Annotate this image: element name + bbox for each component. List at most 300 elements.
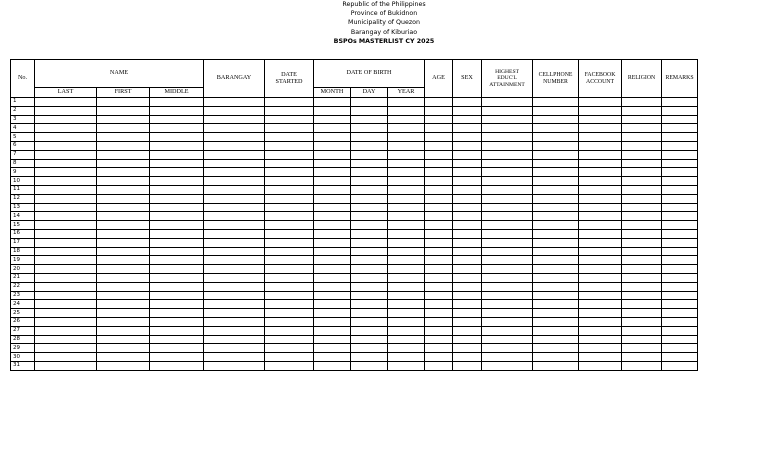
day-cell[interactable] <box>351 98 388 107</box>
date-started-cell[interactable] <box>265 344 314 353</box>
first-cell[interactable] <box>97 124 150 133</box>
facebook-cell[interactable] <box>579 133 622 142</box>
age-cell[interactable] <box>425 335 453 344</box>
facebook-cell[interactable] <box>579 353 622 362</box>
first-cell[interactable] <box>97 159 150 168</box>
facebook-cell[interactable] <box>579 124 622 133</box>
religion-cell[interactable] <box>622 185 662 194</box>
date-started-cell[interactable] <box>265 361 314 370</box>
educ-cell[interactable] <box>482 133 533 142</box>
age-cell[interactable] <box>425 133 453 142</box>
educ-cell[interactable] <box>482 229 533 238</box>
barangay-cell[interactable] <box>204 98 265 107</box>
day-cell[interactable] <box>351 150 388 159</box>
year-cell[interactable] <box>388 229 425 238</box>
facebook-cell[interactable] <box>579 212 622 221</box>
religion-cell[interactable] <box>622 150 662 159</box>
educ-cell[interactable] <box>482 282 533 291</box>
cellphone-cell[interactable] <box>533 353 579 362</box>
facebook-cell[interactable] <box>579 291 622 300</box>
barangay-cell[interactable] <box>204 124 265 133</box>
month-cell[interactable] <box>314 353 351 362</box>
last-cell[interactable] <box>35 159 97 168</box>
educ-cell[interactable] <box>482 309 533 318</box>
cellphone-cell[interactable] <box>533 98 579 107</box>
sex-cell[interactable] <box>453 106 482 115</box>
month-cell[interactable] <box>314 344 351 353</box>
year-cell[interactable] <box>388 291 425 300</box>
date-started-cell[interactable] <box>265 115 314 124</box>
sex-cell[interactable] <box>453 115 482 124</box>
cellphone-cell[interactable] <box>533 238 579 247</box>
barangay-cell[interactable] <box>204 282 265 291</box>
last-cell[interactable] <box>35 221 97 230</box>
age-cell[interactable] <box>425 291 453 300</box>
cellphone-cell[interactable] <box>533 300 579 309</box>
facebook-cell[interactable] <box>579 168 622 177</box>
sex-cell[interactable] <box>453 150 482 159</box>
age-cell[interactable] <box>425 150 453 159</box>
remarks-cell[interactable] <box>662 150 698 159</box>
remarks-cell[interactable] <box>662 238 698 247</box>
last-cell[interactable] <box>35 265 97 274</box>
sex-cell[interactable] <box>453 238 482 247</box>
date-started-cell[interactable] <box>265 326 314 335</box>
barangay-cell[interactable] <box>204 212 265 221</box>
last-cell[interactable] <box>35 124 97 133</box>
date-started-cell[interactable] <box>265 168 314 177</box>
facebook-cell[interactable] <box>579 344 622 353</box>
cellphone-cell[interactable] <box>533 317 579 326</box>
barangay-cell[interactable] <box>204 361 265 370</box>
first-cell[interactable] <box>97 133 150 142</box>
date-started-cell[interactable] <box>265 221 314 230</box>
age-cell[interactable] <box>425 106 453 115</box>
middle-cell[interactable] <box>150 300 204 309</box>
month-cell[interactable] <box>314 124 351 133</box>
barangay-cell[interactable] <box>204 106 265 115</box>
day-cell[interactable] <box>351 212 388 221</box>
remarks-cell[interactable] <box>662 247 698 256</box>
remarks-cell[interactable] <box>662 361 698 370</box>
barangay-cell[interactable] <box>204 115 265 124</box>
last-cell[interactable] <box>35 150 97 159</box>
day-cell[interactable] <box>351 300 388 309</box>
barangay-cell[interactable] <box>204 229 265 238</box>
year-cell[interactable] <box>388 141 425 150</box>
day-cell[interactable] <box>351 361 388 370</box>
middle-cell[interactable] <box>150 150 204 159</box>
religion-cell[interactable] <box>622 282 662 291</box>
day-cell[interactable] <box>351 265 388 274</box>
facebook-cell[interactable] <box>579 229 622 238</box>
date-started-cell[interactable] <box>265 335 314 344</box>
month-cell[interactable] <box>314 115 351 124</box>
age-cell[interactable] <box>425 273 453 282</box>
middle-cell[interactable] <box>150 309 204 318</box>
year-cell[interactable] <box>388 317 425 326</box>
first-cell[interactable] <box>97 344 150 353</box>
facebook-cell[interactable] <box>579 273 622 282</box>
last-cell[interactable] <box>35 203 97 212</box>
barangay-cell[interactable] <box>204 203 265 212</box>
cellphone-cell[interactable] <box>533 159 579 168</box>
remarks-cell[interactable] <box>662 177 698 186</box>
barangay-cell[interactable] <box>204 265 265 274</box>
last-cell[interactable] <box>35 282 97 291</box>
last-cell[interactable] <box>35 256 97 265</box>
last-cell[interactable] <box>35 300 97 309</box>
age-cell[interactable] <box>425 282 453 291</box>
sex-cell[interactable] <box>453 317 482 326</box>
month-cell[interactable] <box>314 309 351 318</box>
educ-cell[interactable] <box>482 212 533 221</box>
last-cell[interactable] <box>35 212 97 221</box>
age-cell[interactable] <box>425 317 453 326</box>
year-cell[interactable] <box>388 150 425 159</box>
educ-cell[interactable] <box>482 300 533 309</box>
first-cell[interactable] <box>97 221 150 230</box>
age-cell[interactable] <box>425 353 453 362</box>
date-started-cell[interactable] <box>265 229 314 238</box>
religion-cell[interactable] <box>622 317 662 326</box>
age-cell[interactable] <box>425 300 453 309</box>
day-cell[interactable] <box>351 317 388 326</box>
day-cell[interactable] <box>351 124 388 133</box>
educ-cell[interactable] <box>482 273 533 282</box>
first-cell[interactable] <box>97 177 150 186</box>
last-cell[interactable] <box>35 361 97 370</box>
first-cell[interactable] <box>97 115 150 124</box>
educ-cell[interactable] <box>482 194 533 203</box>
religion-cell[interactable] <box>622 335 662 344</box>
age-cell[interactable] <box>425 247 453 256</box>
last-cell[interactable] <box>35 106 97 115</box>
age-cell[interactable] <box>425 344 453 353</box>
cellphone-cell[interactable] <box>533 247 579 256</box>
remarks-cell[interactable] <box>662 106 698 115</box>
sex-cell[interactable] <box>453 177 482 186</box>
cellphone-cell[interactable] <box>533 150 579 159</box>
year-cell[interactable] <box>388 133 425 142</box>
date-started-cell[interactable] <box>265 273 314 282</box>
barangay-cell[interactable] <box>204 317 265 326</box>
year-cell[interactable] <box>388 185 425 194</box>
year-cell[interactable] <box>388 124 425 133</box>
age-cell[interactable] <box>425 185 453 194</box>
date-started-cell[interactable] <box>265 317 314 326</box>
month-cell[interactable] <box>314 247 351 256</box>
day-cell[interactable] <box>351 141 388 150</box>
year-cell[interactable] <box>388 106 425 115</box>
day-cell[interactable] <box>351 247 388 256</box>
last-cell[interactable] <box>35 353 97 362</box>
last-cell[interactable] <box>35 335 97 344</box>
remarks-cell[interactable] <box>662 256 698 265</box>
year-cell[interactable] <box>388 256 425 265</box>
date-started-cell[interactable] <box>265 203 314 212</box>
remarks-cell[interactable] <box>662 141 698 150</box>
barangay-cell[interactable] <box>204 309 265 318</box>
day-cell[interactable] <box>351 159 388 168</box>
first-cell[interactable] <box>97 229 150 238</box>
cellphone-cell[interactable] <box>533 344 579 353</box>
date-started-cell[interactable] <box>265 291 314 300</box>
cellphone-cell[interactable] <box>533 177 579 186</box>
sex-cell[interactable] <box>453 326 482 335</box>
sex-cell[interactable] <box>453 300 482 309</box>
month-cell[interactable] <box>314 177 351 186</box>
educ-cell[interactable] <box>482 291 533 300</box>
month-cell[interactable] <box>314 300 351 309</box>
date-started-cell[interactable] <box>265 238 314 247</box>
educ-cell[interactable] <box>482 115 533 124</box>
barangay-cell[interactable] <box>204 238 265 247</box>
barangay-cell[interactable] <box>204 141 265 150</box>
date-started-cell[interactable] <box>265 309 314 318</box>
first-cell[interactable] <box>97 309 150 318</box>
barangay-cell[interactable] <box>204 133 265 142</box>
sex-cell[interactable] <box>453 212 482 221</box>
date-started-cell[interactable] <box>265 194 314 203</box>
month-cell[interactable] <box>314 335 351 344</box>
last-cell[interactable] <box>35 309 97 318</box>
age-cell[interactable] <box>425 168 453 177</box>
month-cell[interactable] <box>314 98 351 107</box>
educ-cell[interactable] <box>482 150 533 159</box>
religion-cell[interactable] <box>622 229 662 238</box>
last-cell[interactable] <box>35 317 97 326</box>
religion-cell[interactable] <box>622 203 662 212</box>
first-cell[interactable] <box>97 203 150 212</box>
facebook-cell[interactable] <box>579 203 622 212</box>
month-cell[interactable] <box>314 106 351 115</box>
facebook-cell[interactable] <box>579 185 622 194</box>
barangay-cell[interactable] <box>204 273 265 282</box>
first-cell[interactable] <box>97 247 150 256</box>
last-cell[interactable] <box>35 185 97 194</box>
middle-cell[interactable] <box>150 221 204 230</box>
middle-cell[interactable] <box>150 168 204 177</box>
facebook-cell[interactable] <box>579 317 622 326</box>
middle-cell[interactable] <box>150 247 204 256</box>
age-cell[interactable] <box>425 203 453 212</box>
cellphone-cell[interactable] <box>533 185 579 194</box>
first-cell[interactable] <box>97 185 150 194</box>
first-cell[interactable] <box>97 106 150 115</box>
middle-cell[interactable] <box>150 98 204 107</box>
cellphone-cell[interactable] <box>533 291 579 300</box>
religion-cell[interactable] <box>622 177 662 186</box>
barangay-cell[interactable] <box>204 256 265 265</box>
age-cell[interactable] <box>425 326 453 335</box>
first-cell[interactable] <box>97 282 150 291</box>
day-cell[interactable] <box>351 106 388 115</box>
facebook-cell[interactable] <box>579 309 622 318</box>
remarks-cell[interactable] <box>662 115 698 124</box>
day-cell[interactable] <box>351 115 388 124</box>
cellphone-cell[interactable] <box>533 273 579 282</box>
year-cell[interactable] <box>388 361 425 370</box>
facebook-cell[interactable] <box>579 238 622 247</box>
day-cell[interactable] <box>351 282 388 291</box>
educ-cell[interactable] <box>482 238 533 247</box>
remarks-cell[interactable] <box>662 265 698 274</box>
remarks-cell[interactable] <box>662 353 698 362</box>
remarks-cell[interactable] <box>662 326 698 335</box>
educ-cell[interactable] <box>482 317 533 326</box>
age-cell[interactable] <box>425 229 453 238</box>
last-cell[interactable] <box>35 141 97 150</box>
religion-cell[interactable] <box>622 247 662 256</box>
month-cell[interactable] <box>314 141 351 150</box>
month-cell[interactable] <box>314 194 351 203</box>
cellphone-cell[interactable] <box>533 335 579 344</box>
year-cell[interactable] <box>388 344 425 353</box>
barangay-cell[interactable] <box>204 150 265 159</box>
sex-cell[interactable] <box>453 229 482 238</box>
barangay-cell[interactable] <box>204 335 265 344</box>
religion-cell[interactable] <box>622 291 662 300</box>
date-started-cell[interactable] <box>265 185 314 194</box>
cellphone-cell[interactable] <box>533 256 579 265</box>
cellphone-cell[interactable] <box>533 326 579 335</box>
cellphone-cell[interactable] <box>533 133 579 142</box>
remarks-cell[interactable] <box>662 133 698 142</box>
middle-cell[interactable] <box>150 335 204 344</box>
last-cell[interactable] <box>35 194 97 203</box>
religion-cell[interactable] <box>622 194 662 203</box>
sex-cell[interactable] <box>453 344 482 353</box>
day-cell[interactable] <box>351 344 388 353</box>
religion-cell[interactable] <box>622 106 662 115</box>
age-cell[interactable] <box>425 177 453 186</box>
facebook-cell[interactable] <box>579 361 622 370</box>
month-cell[interactable] <box>314 212 351 221</box>
first-cell[interactable] <box>97 256 150 265</box>
first-cell[interactable] <box>97 291 150 300</box>
educ-cell[interactable] <box>482 159 533 168</box>
cellphone-cell[interactable] <box>533 229 579 238</box>
year-cell[interactable] <box>388 282 425 291</box>
barangay-cell[interactable] <box>204 221 265 230</box>
age-cell[interactable] <box>425 159 453 168</box>
day-cell[interactable] <box>351 335 388 344</box>
middle-cell[interactable] <box>150 185 204 194</box>
sex-cell[interactable] <box>453 273 482 282</box>
remarks-cell[interactable] <box>662 185 698 194</box>
sex-cell[interactable] <box>453 203 482 212</box>
facebook-cell[interactable] <box>579 194 622 203</box>
religion-cell[interactable] <box>622 98 662 107</box>
sex-cell[interactable] <box>453 265 482 274</box>
last-cell[interactable] <box>35 98 97 107</box>
facebook-cell[interactable] <box>579 177 622 186</box>
sex-cell[interactable] <box>453 133 482 142</box>
cellphone-cell[interactable] <box>533 106 579 115</box>
religion-cell[interactable] <box>622 212 662 221</box>
barangay-cell[interactable] <box>204 168 265 177</box>
date-started-cell[interactable] <box>265 212 314 221</box>
month-cell[interactable] <box>314 203 351 212</box>
facebook-cell[interactable] <box>579 247 622 256</box>
year-cell[interactable] <box>388 168 425 177</box>
year-cell[interactable] <box>388 335 425 344</box>
year-cell[interactable] <box>388 115 425 124</box>
date-started-cell[interactable] <box>265 106 314 115</box>
barangay-cell[interactable] <box>204 159 265 168</box>
date-started-cell[interactable] <box>265 353 314 362</box>
year-cell[interactable] <box>388 159 425 168</box>
age-cell[interactable] <box>425 309 453 318</box>
religion-cell[interactable] <box>622 309 662 318</box>
remarks-cell[interactable] <box>662 168 698 177</box>
sex-cell[interactable] <box>453 98 482 107</box>
day-cell[interactable] <box>351 203 388 212</box>
facebook-cell[interactable] <box>579 98 622 107</box>
middle-cell[interactable] <box>150 229 204 238</box>
year-cell[interactable] <box>388 273 425 282</box>
date-started-cell[interactable] <box>265 150 314 159</box>
year-cell[interactable] <box>388 203 425 212</box>
sex-cell[interactable] <box>453 168 482 177</box>
first-cell[interactable] <box>97 300 150 309</box>
year-cell[interactable] <box>388 326 425 335</box>
educ-cell[interactable] <box>482 335 533 344</box>
last-cell[interactable] <box>35 238 97 247</box>
date-started-cell[interactable] <box>265 124 314 133</box>
religion-cell[interactable] <box>622 265 662 274</box>
remarks-cell[interactable] <box>662 194 698 203</box>
educ-cell[interactable] <box>482 344 533 353</box>
year-cell[interactable] <box>388 247 425 256</box>
day-cell[interactable] <box>351 168 388 177</box>
first-cell[interactable] <box>97 317 150 326</box>
facebook-cell[interactable] <box>579 282 622 291</box>
age-cell[interactable] <box>425 265 453 274</box>
remarks-cell[interactable] <box>662 124 698 133</box>
first-cell[interactable] <box>97 212 150 221</box>
year-cell[interactable] <box>388 265 425 274</box>
middle-cell[interactable] <box>150 353 204 362</box>
religion-cell[interactable] <box>622 300 662 309</box>
month-cell[interactable] <box>314 159 351 168</box>
cellphone-cell[interactable] <box>533 361 579 370</box>
year-cell[interactable] <box>388 177 425 186</box>
date-started-cell[interactable] <box>265 98 314 107</box>
remarks-cell[interactable] <box>662 159 698 168</box>
middle-cell[interactable] <box>150 282 204 291</box>
educ-cell[interactable] <box>482 256 533 265</box>
sex-cell[interactable] <box>453 159 482 168</box>
age-cell[interactable] <box>425 141 453 150</box>
facebook-cell[interactable] <box>579 159 622 168</box>
religion-cell[interactable] <box>622 273 662 282</box>
facebook-cell[interactable] <box>579 256 622 265</box>
last-cell[interactable] <box>35 133 97 142</box>
date-started-cell[interactable] <box>265 247 314 256</box>
month-cell[interactable] <box>314 238 351 247</box>
day-cell[interactable] <box>351 177 388 186</box>
day-cell[interactable] <box>351 353 388 362</box>
remarks-cell[interactable] <box>662 344 698 353</box>
year-cell[interactable] <box>388 353 425 362</box>
educ-cell[interactable] <box>482 203 533 212</box>
month-cell[interactable] <box>314 168 351 177</box>
religion-cell[interactable] <box>622 221 662 230</box>
first-cell[interactable] <box>97 238 150 247</box>
facebook-cell[interactable] <box>579 141 622 150</box>
